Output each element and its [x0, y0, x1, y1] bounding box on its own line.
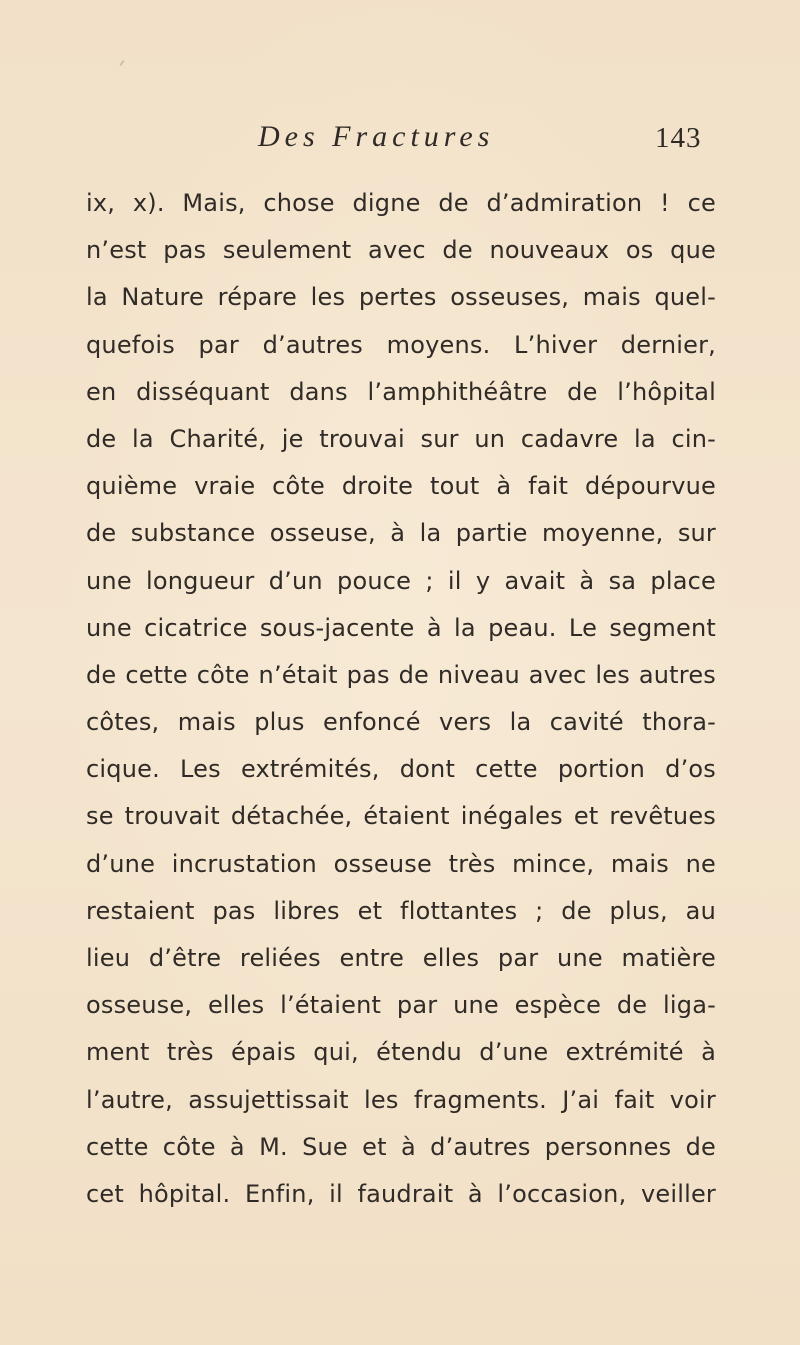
text-line: ment très épais qui, étendu d’une extrémité à	[86, 1038, 716, 1067]
text-line: n’est pas seulement avec de nouveaux os que	[86, 236, 716, 265]
text-line: la Nature répare les pertes osseuses, mais quel-	[86, 283, 716, 312]
text-line: une cicatrice sous-jacente à la peau. Le segment	[86, 613, 716, 642]
page-number: 143	[655, 122, 702, 154]
text-line: se trouvait détachée, étaient inégales et revêtues	[86, 802, 716, 831]
text-line: osseuse, elles l’étaient par une espèce de liga-	[86, 991, 716, 1020]
paper-speck	[119, 60, 124, 66]
text-line: de la Charité, je trouvai sur un cadavre la cin-	[86, 424, 716, 453]
text-line: quefois par d’autres moyens. L’hiver dernier,	[86, 330, 716, 359]
text-line: cette côte à M. Sue et à d’autres personnes de	[86, 1132, 716, 1161]
text-line: lieu d’être reliées entre elles par une matière	[86, 944, 716, 972]
running-title: Des Fractures	[258, 120, 495, 153]
text-line: quième vraie côte droite tout à fait dépourvue	[86, 472, 716, 501]
text-line: cique. Les extrémités, dont cette portion d’os	[86, 755, 716, 784]
text-line: cet hôpital. Enfin, il faudrait à l’occasion, veiller	[86, 1179, 716, 1208]
text-line: ix, x). Mais, chose digne de d’admiration ! ce	[86, 189, 716, 217]
text-line: de substance osseuse, à la partie moyenne, sur	[86, 519, 716, 548]
text-line: côtes, mais plus enfoncé vers la cavité thora-	[86, 708, 716, 737]
text-line: l’autre, assujettissait les fragments. J’ai fait voir	[86, 1085, 716, 1114]
text-line: en disséquant dans l’amphithéâtre de l’hôpital	[86, 377, 716, 406]
text-line: restaient pas libres et flottantes ; de plus, au	[86, 896, 716, 925]
body-text	[86, 180, 716, 1218]
text-line: de cette côte n’était pas de niveau avec les autres	[86, 660, 716, 689]
text-line: une longueur d’un pouce ; il y avait à sa place	[86, 566, 716, 595]
text-line: d’une incrustation osseuse très mince, mais ne	[86, 849, 716, 878]
page-header	[0, 120, 800, 160]
